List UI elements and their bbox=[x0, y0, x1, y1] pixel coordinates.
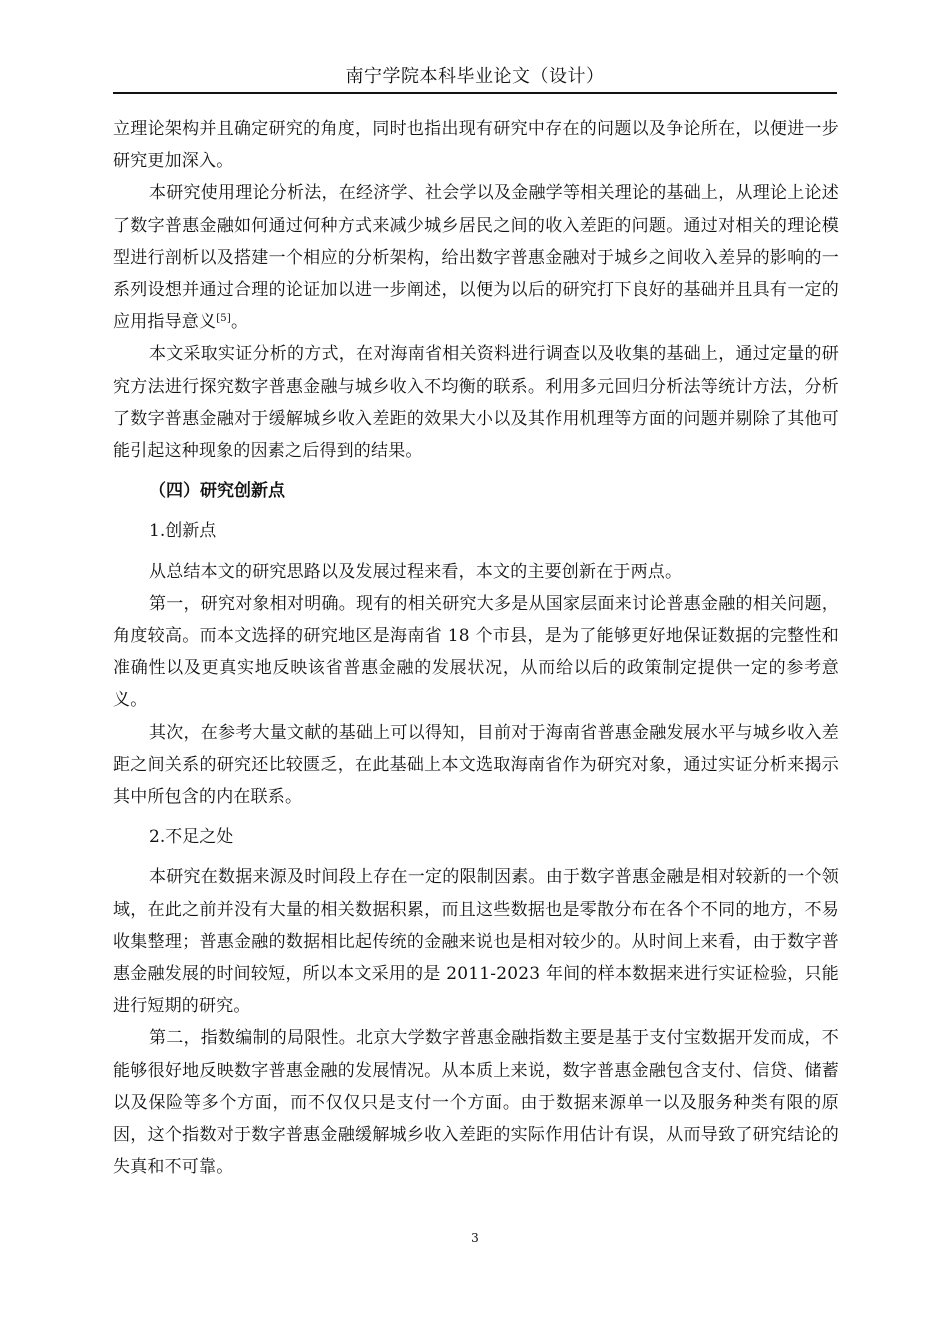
paragraph-innovation-second: 其次，在参考大量文献的基础上可以得知，目前对于海南省普惠金融发展水平与城乡收入差距之间关系的研究还比较匮乏，在此基础上本文选取海南省作为研究对象，通过实证分析来揭示其中所包含的内在联系。 bbox=[113, 722, 839, 808]
section-heading: （四）研究创新点 bbox=[149, 481, 285, 502]
body-text bbox=[113, 113, 839, 1184]
paragraph-innovation-intro: 从总结本文的研究思路以及发展过程来看，本文的主要创新在于两点。 bbox=[149, 561, 683, 582]
paragraph-limitation-first: 本研究在数据来源及时间段上存在一定的限制因素。由于数字普惠金融是相对较新的一个领域，在此之前并没有大量的相关数据积累，而且这些数据也是零散分布在各个不同的地方，不易收集整理；普惠金融的数据相比起传统的金融来说也是相对较少的。从时间上来看，由于数字普惠金融发展的时间较短，所以本文采用的是 2011-2023 年间的样本数据来进行实证检验，只能进行短期的研究。 bbox=[113, 867, 839, 1017]
paragraph-empirical-method: 本文采取实证分析的方式，在对海南省相关资料进行调查以及收集的基础上，通过定量的研究方法进行探究数字普惠金融与城乡收入不均衡的联系。利用多元回归分析法等统计方法，分析了数字普惠金融对于缓解城乡收入差距的效果大小以及其作用机理等方面的问题并剔除了其他可能引起这种现象的因素之后得到的结果。 bbox=[113, 344, 839, 462]
paragraph-limitation-second: 第二，指数编制的局限性。北京大学数字普惠金融指数主要是基于支付宝数据开发而成，不能够很好地反映数字普惠金融的发展情况。从本质上来说，数字普惠金融包含支付、信贷、储蓄以及保险等多个方面，而不仅仅只是支付一个方面。由于数据来源单一以及服务种类有限的原因，这个指数对于数字普惠金融缓解城乡收入差距的实际作用估计有误，从而导致了研究结论的失真和不可靠。 bbox=[113, 1028, 839, 1178]
paragraph-text: 本研究使用理论分析法，在经济学、社会学以及金融学等相关理论的基础上，从理论上论述了数字普惠金融如何通过何种方式来减少城乡居民之间的收入差距的问题。通过对相关的理论模型进行剖析以及搭建一个相应的分析架构，给出数字普惠金融对于城乡之间收入差异的影响的一系列设想并通过合理的论证加以进一步阐述，以便为以后的研究打下良好的基础并且具有一定的应用指导意义 bbox=[113, 183, 839, 333]
paragraph-theory-method bbox=[113, 177, 839, 338]
running-header: 南宁学院本科毕业论文（设计） bbox=[345, 66, 605, 87]
paragraph-end: 。 bbox=[230, 312, 249, 333]
paragraph-continuation: 立理论架构并且确定研究的角度，同时也指出现有研究中存在的问题以及争论所在，以便进一步研究更加深入。 bbox=[113, 119, 839, 172]
subsection-heading-innovation: 1.创新点 bbox=[149, 521, 217, 542]
page-number: 3 bbox=[471, 1231, 479, 1245]
citation-ref: [5] bbox=[216, 313, 231, 325]
subsection-heading-limitations: 2.不足之处 bbox=[149, 827, 234, 848]
paragraph-innovation-first: 第一，研究对象相对明确。现有的相关研究大多是从国家层面来讨论普惠金融的相关问题，角度较高。而本文选择的研究地区是海南省 18 个市县，是为了能够更好地保证数据的完整性和准确性以及更真实地反映该省普惠金融的发展状况，从而给以后的政策制定提供一定的参考意义。 bbox=[113, 593, 839, 711]
header-rule bbox=[113, 92, 837, 94]
